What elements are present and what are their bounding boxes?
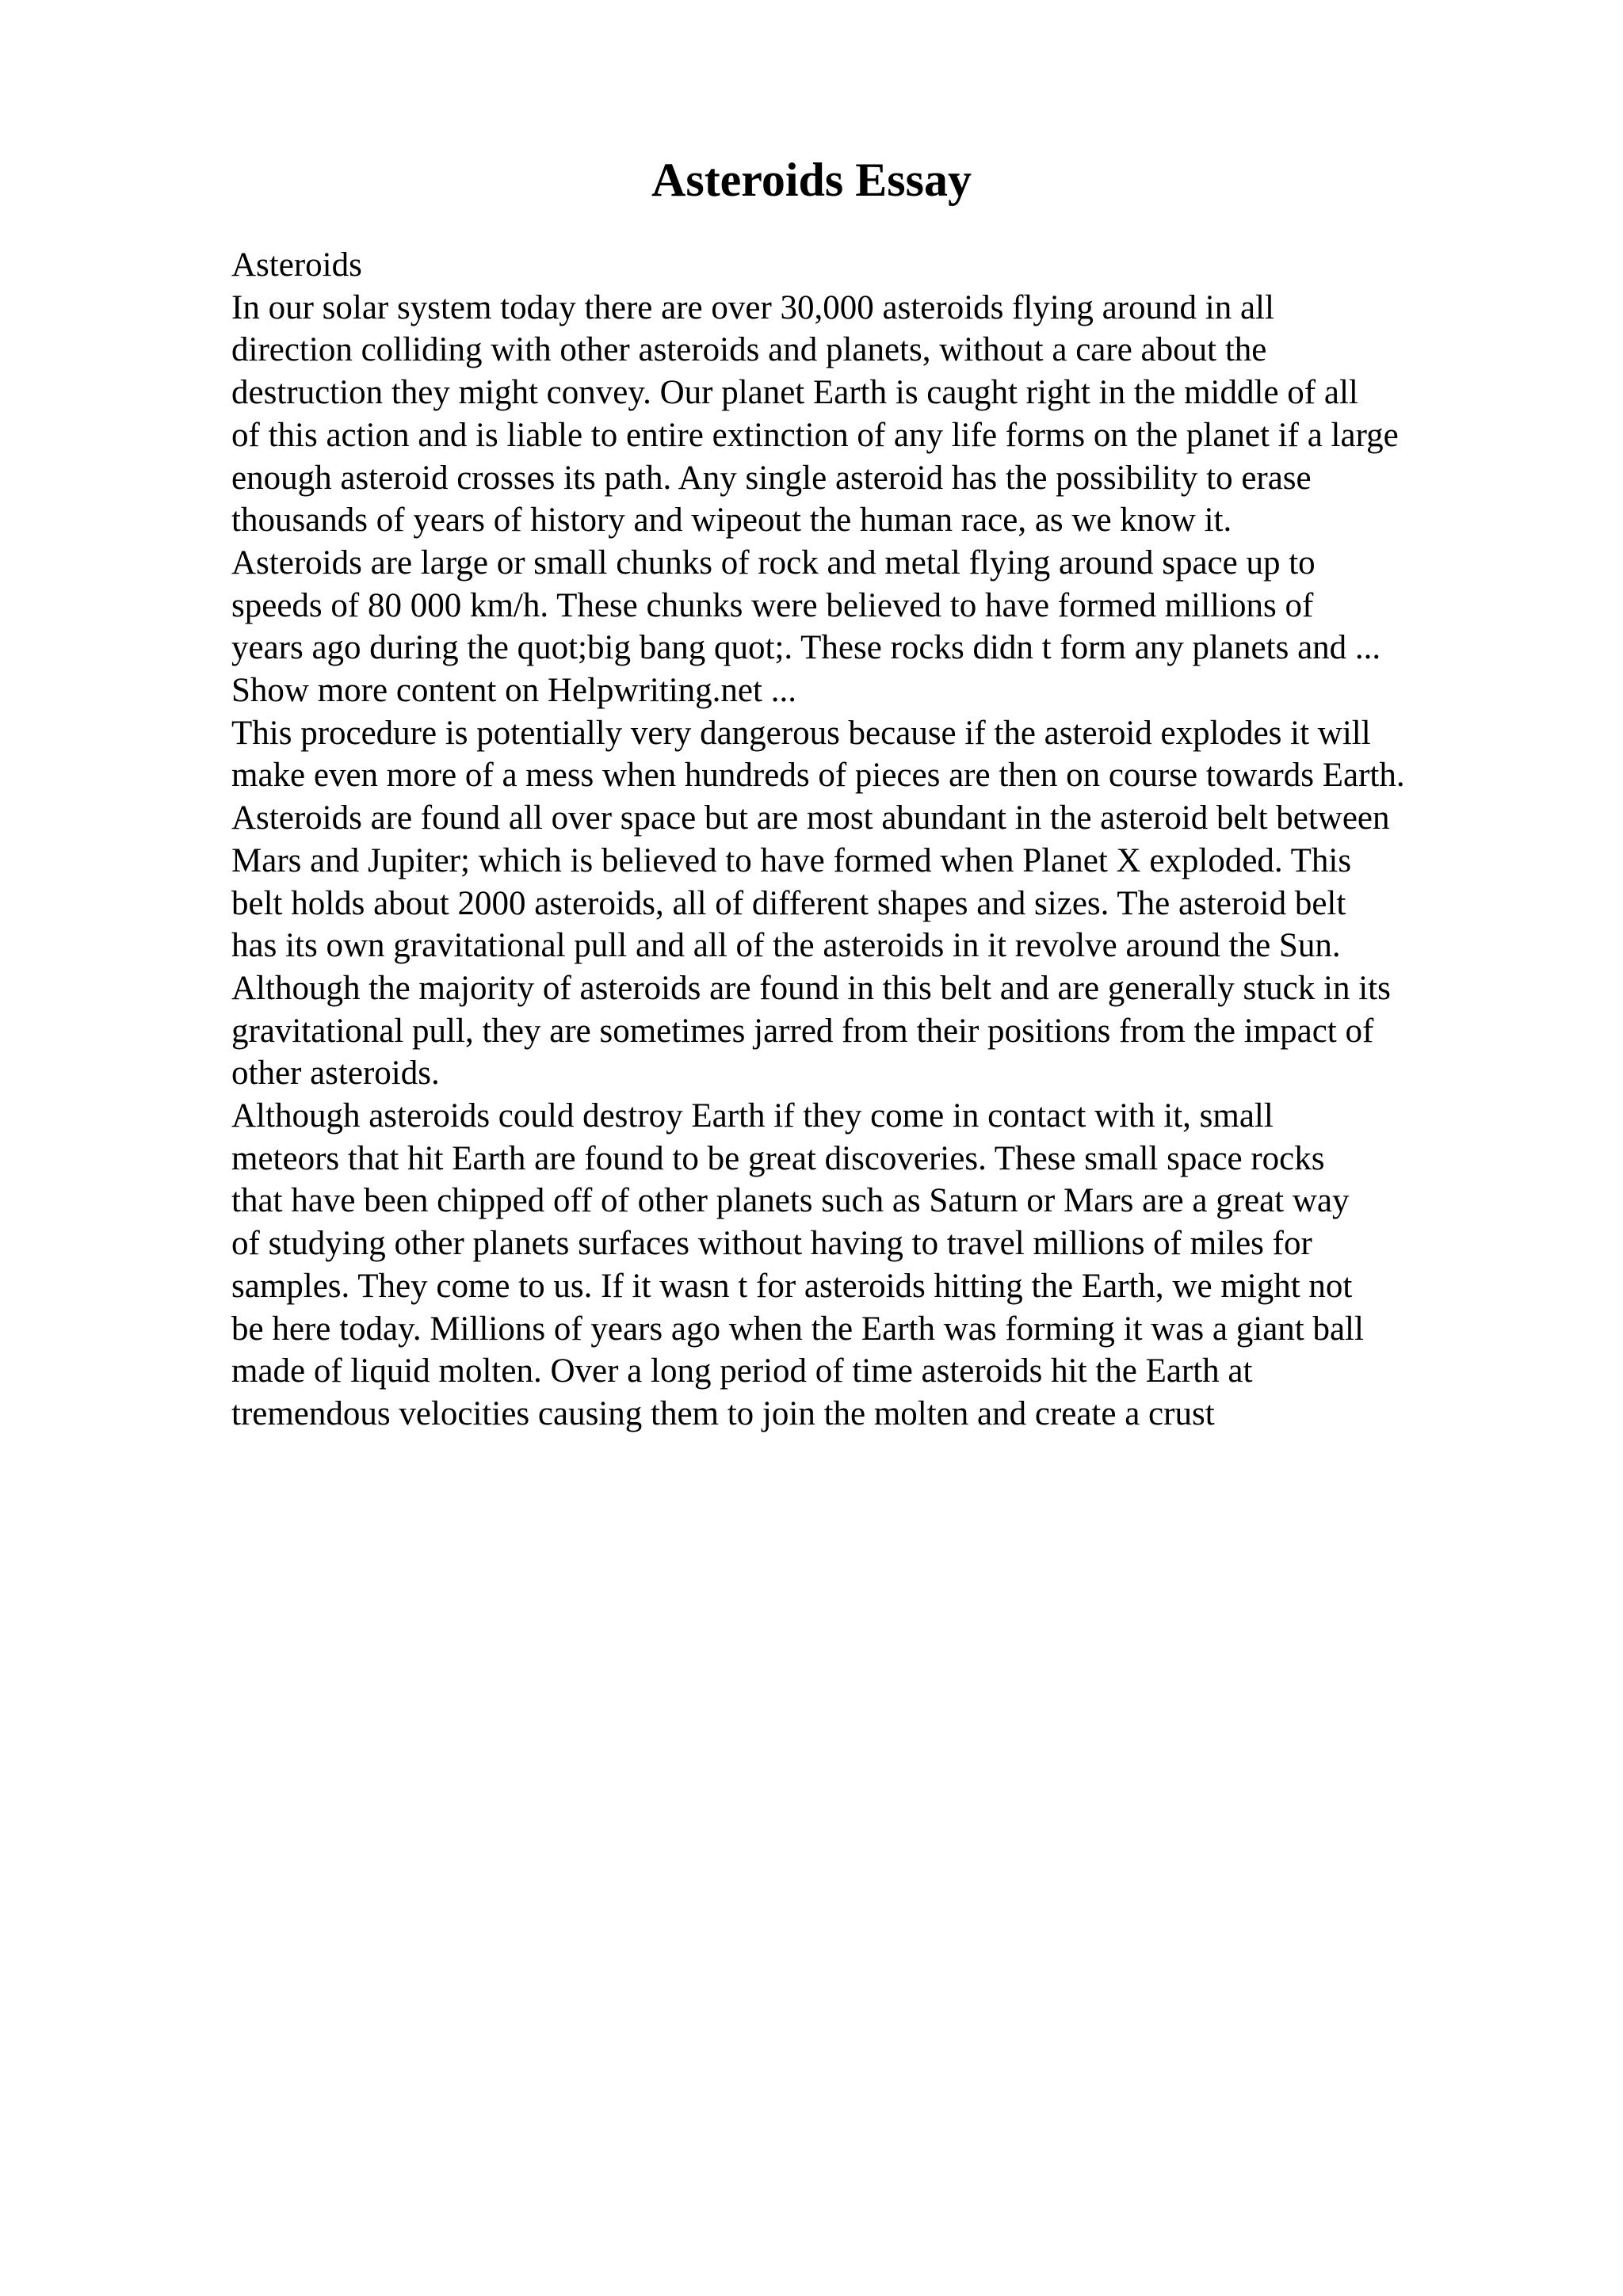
essay-line: enough asteroid crosses its path. Any single asteroid has the possibility to erase [231, 459, 1312, 497]
essay-line: destruction they might convey. Our planet Earth is caught right in the middle of all [231, 374, 1358, 412]
essay-line: meteors that hit Earth are found to be great discoveries. These small space rocks [231, 1139, 1325, 1177]
essay-line: Although the majority of asteroids are found in this belt and are generally stuck in its [231, 969, 1391, 1007]
essay-line: This procedure is potentially very dangerous because if the asteroid explodes it will [231, 714, 1371, 752]
essay-line: that have been chipped off of other planets such as Saturn or Mars are a great way [231, 1182, 1350, 1220]
essay-line: In our solar system today there are over 30,000 asteroids flying around in all [231, 288, 1274, 326]
essay-line: Asteroids are found all over space but are most abundant in the asteroid belt between [231, 799, 1390, 837]
essay-line: years ago during the quot;big bang quot;. These rocks didn t form any planets and ... [231, 629, 1381, 667]
document-title: Asteroids Essay [651, 154, 972, 206]
essay-line: tremendous velocities causing them to join the molten and create a crust [231, 1394, 1215, 1432]
essay-line: samples. They come to us. If it wasn t for asteroids hitting the Earth, we might not [231, 1267, 1353, 1305]
essay-line: has its own gravitational pull and all of the asteroids in it revolve around the Sun. [231, 927, 1341, 965]
essay-line: other asteroids. [231, 1055, 440, 1093]
essay-line: make even more of a mess when hundreds of pieces are then on course towards Earth. [231, 757, 1405, 795]
essay-line: belt holds about 2000 asteroids, all of different shapes and sizes. The asteroid belt [231, 884, 1346, 922]
essay-line: Mars and Jupiter; which is believed to have formed when Planet X exploded. This [231, 841, 1352, 879]
essay-line: Asteroids [231, 246, 362, 284]
essay-body [231, 244, 1515, 1436]
essay-line: speeds of 80 000 km/h. These chunks were believed to have formed millions of [231, 586, 1314, 624]
essay-line: direction colliding with other asteroids and planets, without a care about the [231, 331, 1267, 369]
essay-line: Although asteroids could destroy Earth if they come in contact with it, small [231, 1097, 1274, 1135]
essay-line: made of liquid molten. Over a long period of time asteroids hit the Earth at [231, 1352, 1253, 1390]
essay-line: of this action and is liable to entire extinction of any life forms on the planet if a large [231, 416, 1399, 454]
essay-line: gravitational pull, they are sometimes jarred from their positions from the impact of [231, 1012, 1374, 1050]
essay-line: Asteroids are large or small chunks of rock and metal flying around space up to [231, 543, 1316, 582]
essay-line: thousands of years of history and wipeout the human race, as we know it. [231, 502, 1232, 540]
essay-line: of studying other planets surfaces without having to travel millions of miles for [231, 1225, 1312, 1263]
show-more-line: Show more content on Helpwriting.net ... [231, 672, 796, 710]
essay-line: be here today. Millions of years ago when the Earth was forming it was a giant ball [231, 1310, 1364, 1348]
